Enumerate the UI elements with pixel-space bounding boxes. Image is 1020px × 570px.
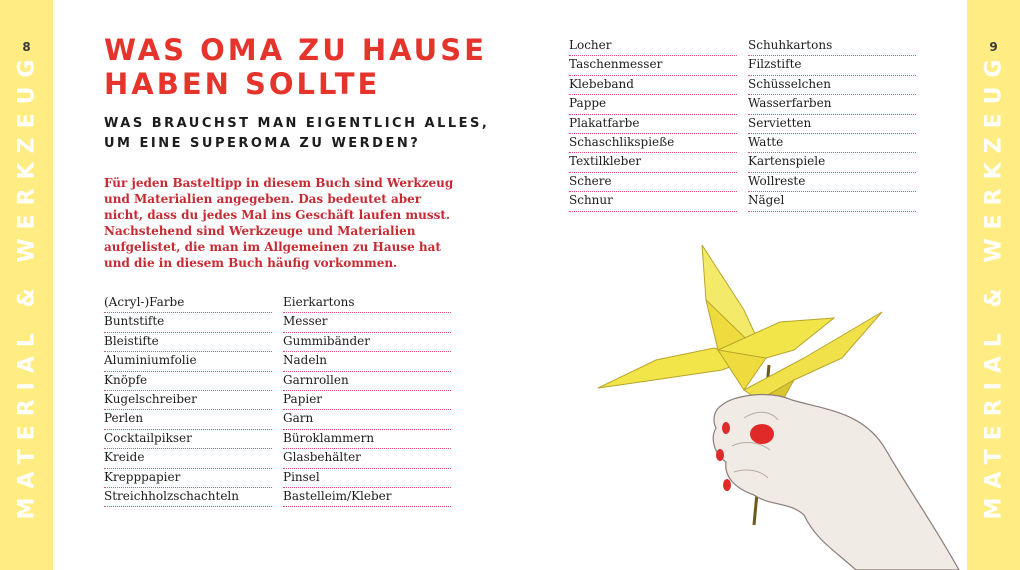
list-item: Kugelschreiber	[104, 391, 272, 410]
list-item: Perlen	[104, 410, 272, 429]
list-item: Gummibänder	[283, 333, 451, 352]
material-list-right-col1	[569, 37, 737, 212]
side-label-right-wrap	[967, 50, 1020, 520]
title-line-2: HABEN SOLLTE	[104, 67, 381, 101]
list-item: Schüsselchen	[748, 76, 916, 95]
finger-nail-1	[722, 422, 730, 434]
list-item: Papier	[283, 391, 451, 410]
finger-nail-3	[723, 479, 731, 491]
right-side-band	[967, 0, 1020, 570]
left-side-band	[0, 0, 53, 570]
list-item: Textilkleber	[569, 153, 737, 172]
finger-nail-2	[716, 449, 724, 461]
list-item: Bleistifte	[104, 333, 272, 352]
list-item: Knöpfe	[104, 372, 272, 391]
list-item: Cocktailpikser	[104, 430, 272, 449]
page-number-left: 8	[22, 40, 31, 54]
list-item: Schere	[569, 173, 737, 192]
list-item: Streichholzschachteln	[104, 488, 272, 507]
list-item: Nägel	[748, 192, 916, 211]
list-item: Schnur	[569, 192, 737, 211]
list-item: Servietten	[748, 115, 916, 134]
page-subtitle	[104, 114, 489, 154]
hand-with-origami-crane-illustration	[594, 240, 967, 570]
subtitle-line-1: WAS BRAUCHST MAN EIGENTLICH ALLES,	[104, 116, 490, 131]
intro-paragraph-1: Für jeden Basteltipp in diesem Buch sind Werkzeug und Materialien angegeben. Das bedeutet aber nicht, dass du jedes Mal ins Geschäft laufen musst.	[104, 176, 454, 222]
side-label-right: MATERIAL & WERKZEUG	[981, 50, 1006, 520]
list-item: Pinsel	[283, 469, 451, 488]
list-item: Messer	[283, 313, 451, 332]
hand-shape	[713, 395, 959, 570]
list-item: Bastelleim/Kleber	[283, 488, 451, 507]
list-item: Klebeband	[569, 76, 737, 95]
list-item: Garn	[283, 410, 451, 429]
list-item: Kartenspiele	[748, 153, 916, 172]
list-item: Aluminiumfolie	[104, 352, 272, 371]
list-item: Glasbehälter	[283, 449, 451, 468]
list-item: Garnrollen	[283, 372, 451, 391]
hand-icon	[713, 395, 959, 570]
list-item: Taschenmesser	[569, 56, 737, 75]
material-list-left-col1	[104, 294, 272, 507]
list-item: Wasserfarben	[748, 95, 916, 114]
material-list-right-col2	[748, 37, 916, 212]
list-item: Filzstifte	[748, 56, 916, 75]
list-item: Büroklammern	[283, 430, 451, 449]
side-label-left-wrap	[0, 50, 53, 520]
intro-paragraph-2: Nachstehend sind Werkzeuge und Materialien aufgelistet, die man im Allgemeinen zu Hause hat und die in diesem Buch häufig vorkommen.	[104, 224, 441, 270]
title-line-1: WAS OMA ZU HAUSE	[104, 33, 487, 67]
list-item: Watte	[748, 134, 916, 153]
list-item: (Acryl-)Farbe	[104, 294, 272, 313]
page-number-right: 9	[989, 40, 998, 54]
list-item: Schuhkartons	[748, 37, 916, 56]
list-item: Kreide	[104, 449, 272, 468]
list-item: Krepppapier	[104, 469, 272, 488]
list-item: Locher	[569, 37, 737, 56]
list-item: Nadeln	[283, 352, 451, 371]
list-item: Pappe	[569, 95, 737, 114]
intro-text	[104, 175, 454, 271]
material-list-left-col2	[283, 294, 451, 507]
subtitle-line-2: UM EINE SUPEROMA ZU WERDEN?	[104, 136, 421, 151]
list-item: Eierkartons	[283, 294, 451, 313]
list-item: Wollreste	[748, 173, 916, 192]
side-label-left: MATERIAL & WERKZEUG	[14, 50, 39, 520]
list-item: Plakatfarbe	[569, 115, 737, 134]
list-item: Schaschlikspieße	[569, 134, 737, 153]
thumb-nail	[750, 424, 774, 444]
list-item: Buntstifte	[104, 313, 272, 332]
page-title	[104, 33, 487, 101]
